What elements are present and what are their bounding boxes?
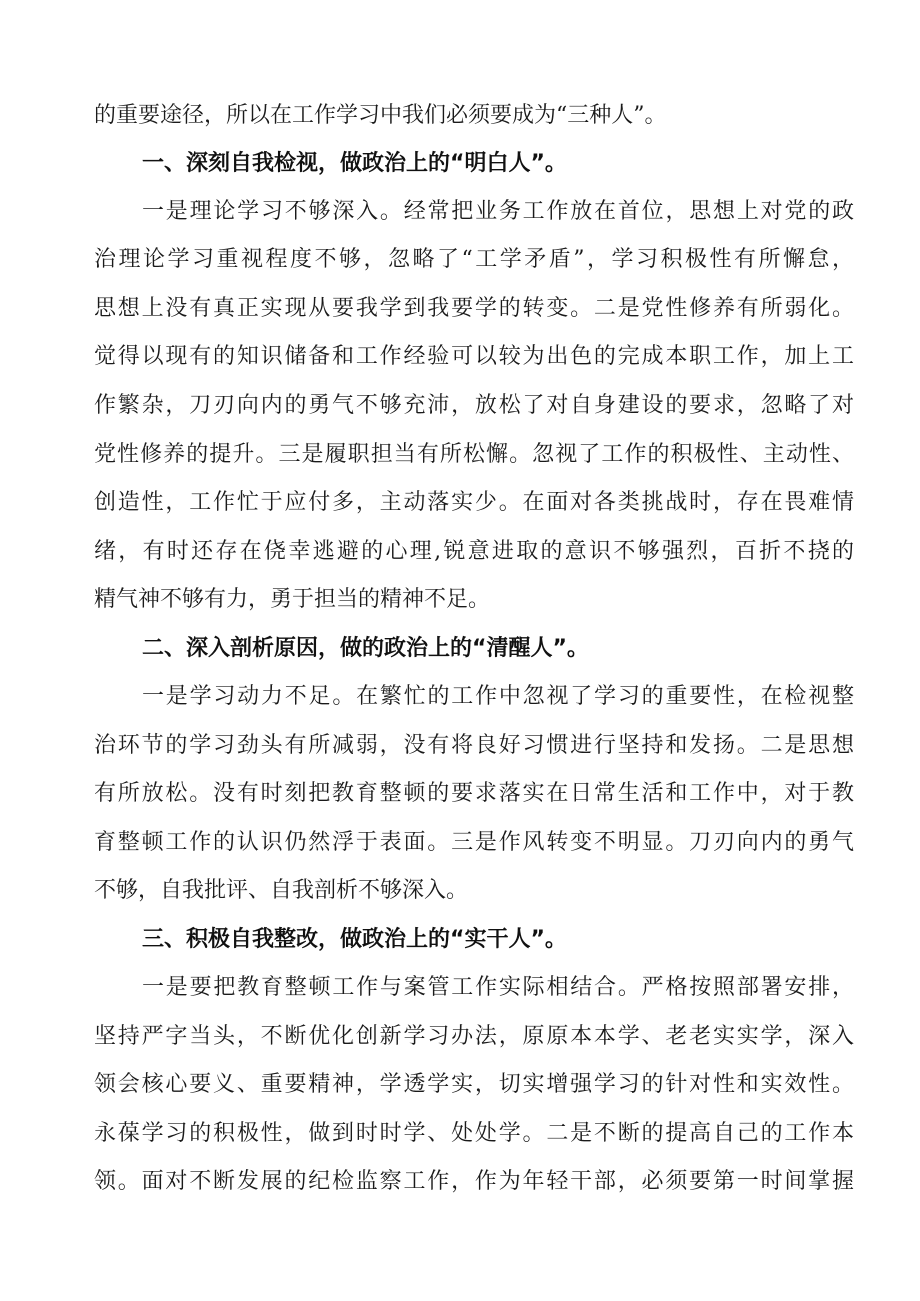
paragraph-line: 坚持严字当头，不断优化创新学习办法，原原本本学、老老实实学，深入	[94, 1024, 854, 1049]
section-heading-2: 二、深入剖析原因，做的政治上的“清醒人”。	[142, 636, 589, 661]
paragraph-line: 一是要把教育整顿工作与案管工作实际相结合。严格按照部署安排，	[142, 975, 854, 1000]
paragraph-line: 觉得以现有的知识储备和工作经验可以较为出色的完成本职工作，加上工	[94, 344, 854, 369]
paragraph-line: 绪，有时还存在侥幸逃避的心理,锐意进取的意识不够强烈，百折不挠的	[94, 539, 854, 564]
section-heading-1: 一、深刻自我检视，做政治上的“明白人”。	[142, 151, 567, 176]
paragraph-line: 党性修养的提升。三是履职担当有所松懈。忽视了工作的积极性、主动性、	[94, 442, 854, 467]
paragraph-line: 治理论学习重视程度不够，忽略了“工学矛盾”，学习积极性有所懈怠，	[94, 247, 854, 272]
paragraph-line: 有所放松。没有时刻把教育整顿的要求落实在日常生活和工作中，对于教	[94, 781, 854, 806]
paragraph-line: 作繁杂，刀刃向内的勇气不够充沛，放松了对自身建设的要求，忽略了对	[94, 393, 854, 418]
section-heading-3: 三、积极自我整改，做政治上的“实干人”。	[142, 927, 567, 952]
paragraph-line: 一是理论学习不够深入。经常把业务工作放在首位，思想上对党的政	[142, 199, 854, 224]
paragraph-line: 育整顿工作的认识仍然浮于表面。三是作风转变不明显。刀刃向内的勇气	[94, 830, 854, 855]
paragraph-line: 不够，自我批评、自我剖析不够深入。	[94, 878, 469, 903]
opening-line: 的重要途径，所以在工作学习中我们必须要成为“三种人”。	[94, 103, 667, 128]
paragraph-line: 一是学习动力不足。在繁忙的工作中忽视了学习的重要性，在检视整	[142, 684, 854, 709]
paragraph-line: 思想上没有真正实现从要我学到我要学的转变。二是党性修养有所弱化。	[94, 296, 854, 321]
paragraph-line: 治环节的学习劲头有所减弱，没有将良好习惯进行坚持和发扬。二是思想	[94, 733, 854, 758]
paragraph-line: 创造性，工作忙于应付多，主动落实少。在面对各类挑战时，存在畏难情	[94, 490, 854, 515]
paragraph-line: 精气神不够有力，勇于担当的精神不足。	[94, 587, 491, 612]
paragraph-line: 领。面对不断发展的纪检监察工作，作为年轻干部，必须要第一时间掌握	[94, 1169, 854, 1194]
paragraph-line: 领会核心要义、重要精神，学透学实，切实增强学习的针对性和实效性。	[94, 1072, 854, 1097]
paragraph-line: 永葆学习的积极性，做到时时学、处处学。二是不断的提高自己的工作本	[94, 1121, 854, 1146]
